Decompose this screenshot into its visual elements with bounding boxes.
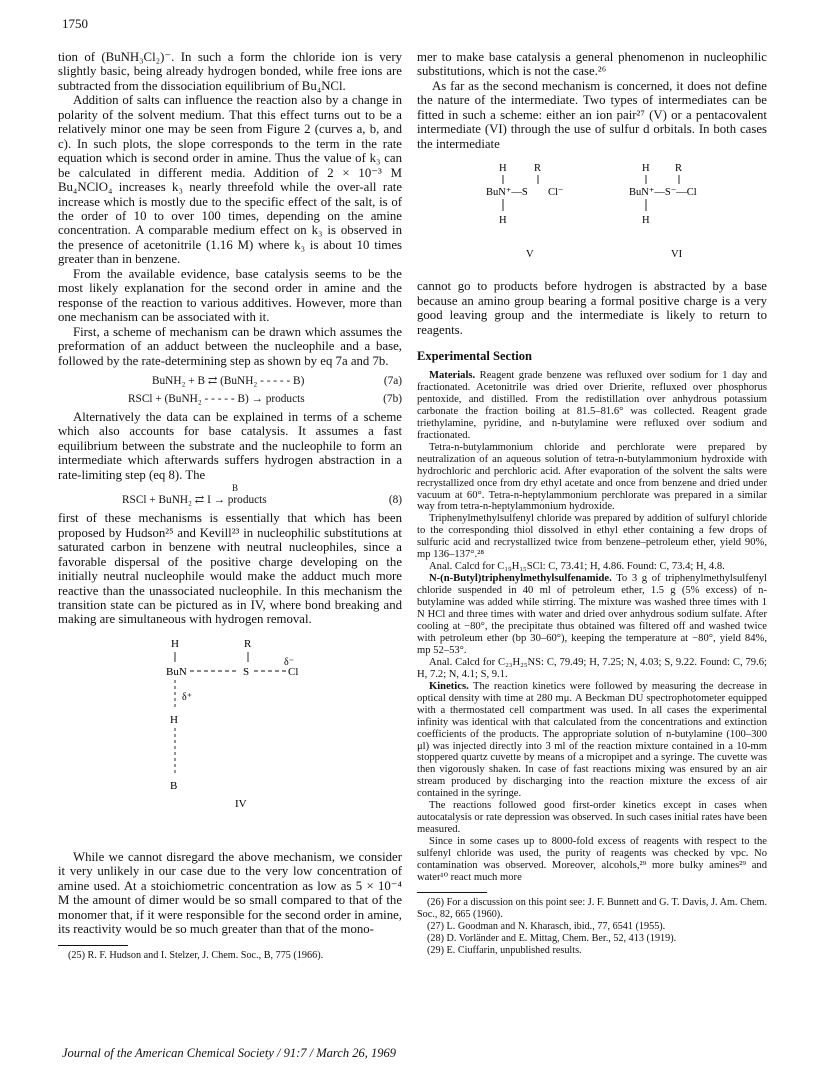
footnote-26: (26) For a discussion on this point see: J. F. Bunnett and G. T. Davis, J. Am. Chem. Soc., 82, 665 (1960). xyxy=(417,896,767,920)
atom-h-top: H xyxy=(642,163,650,175)
equation-label: (7b) xyxy=(383,392,402,405)
structures-v-vi xyxy=(417,159,767,269)
structure-iv xyxy=(58,635,402,840)
atom-b: B xyxy=(170,779,178,792)
paragraph-text: The reaction kinetics were followed by measuring the decrease in optical density with time at 280 mμ. A Beckman DU spectrophotometer equipped with a thermostated cell compartment was used. In all cases the experimental infinity was identical with that calculated from the concentrations and extinction coefficients of the products. The appropriate solution of n-butylamine (100–300 μl) was injected directly into 3 ml of the reaction mixture contained in a 10-mm stoppered quartz cuvette by means of a micropipet and a syringe. The cuvette was then vigorously shaken. In case of fast reactions mixing was ensured by an air stream produced by discharging into the reaction mixture the excess of air contained in the syringe. xyxy=(417,680,767,800)
paragraph: Tetra-n-butylammonium chloride and perchlorate were prepared by neutralization of an aqueous solution of tetra-n-butylammonium hydroxide with hydrochloric and perchloric acid. After evaporation of the solvent the salts were recrystallized once from dry ethyl acetate and once from benzene and dried under vacuum at 60°. Tetra-n-heptylammonium perchlorate was prepared in a similar way from tetra-n-heptylammonium hydroxide. xyxy=(417,441,767,513)
atom-group: BuN⁺—S xyxy=(486,187,528,199)
paragraph: mer to make base catalysis a general phenomenon in nucleophilic substitutions, which is not the case.²⁶ xyxy=(417,50,767,79)
run-in-heading: Materials. xyxy=(429,369,476,381)
paragraph-text: To 3 g of triphenylmethylsulfenyl chloride suspended in 40 ml of petroleum ether, 1.5 g (5% excess) of n-butylamine was added while stirring. The mixture was washed three times with 1 N HCl and three times with water and dried over anhydrous sodium sulfate. After cooling at −80°, the precipitate thus obtained was filtered off and washed twice with petroleum ether (bp 30–60°), keeping the temperature at −80°, yield 84%, mp 52–53°. xyxy=(417,573,767,656)
atom-h-bottom: H xyxy=(499,215,507,227)
structure-label: V xyxy=(526,249,534,261)
section-heading: Experimental Section xyxy=(417,348,532,363)
equation-8 xyxy=(58,484,402,506)
atom-h-top: H xyxy=(171,637,179,650)
atom-cl: Cl xyxy=(288,665,299,678)
footnote-29: (29) E. Ciuffarin, unpublished results. xyxy=(427,944,582,956)
atom-h-bottom: H xyxy=(642,215,650,227)
atom-group: BuN⁺—S⁻—Cl xyxy=(629,187,697,199)
atom-h-top: H xyxy=(499,163,507,175)
equation-text xyxy=(122,484,267,506)
paragraph: Since in some cases up to 8000-fold excess of reagents with respect to the sulfenyl chloride was used, the purity of reagents was checked by vpc. No contamination was observed. Moreover, alcohols,²⁹ more bulky amines²⁹ and water¹⁰ react much more xyxy=(417,836,767,884)
sulfenamide-paragraph xyxy=(417,573,767,657)
left-column xyxy=(58,50,402,962)
paragraph: Addition of salts can influence the reaction also by a change in polarity of the solvent medium. That this effect turns out to be a relatively minor one may be seen from Figure 2 (curves a, b, and c). In such plots, the slope corresponds to the term in the rate equation which is second order in amine. Thus the value of k₃ can be calculated in different media. Addition of 2 × 10⁻³ M Bu₄NClO₄ increases k₃ nearly threefold while the over-all rate increase which is mostly due to the specific effect of the salt, is of the order of 10 to over 100 times, depending on the amine concentration. A comparable medium effect on k₃ is observed in the presence of acetonitrile (1.16 M) where k₃ is about 10 times greater than in benzene. xyxy=(58,93,402,267)
atom-h-bottom: H xyxy=(170,713,178,726)
equation-over-label: B xyxy=(231,483,238,494)
paragraph: While we cannot disregard the above mechanism, we consider it very unlikely in our case due to the very low concentration of amine used. At a stoichiometric concentration as low as 5 × 10⁻⁴ M the amount of dimer would be so small compared to that of the monomer that, if it were responsible for the second order in amine, its reactivity would be so much greater than that of the mono- xyxy=(58,849,402,937)
delta-plus: δ⁺ xyxy=(182,691,192,703)
page-number: 1750 xyxy=(62,16,88,31)
paragraph: Alternatively the data can be explained in terms of a scheme which also accounts for base catalysis. It assumes a fast equilibrium between the substrate and the nucleophile to form an intermediate which afterwards suffers hydrogen abstraction in a rate-limiting step (eq 8). The xyxy=(58,409,402,482)
paragraph: From the available evidence, base catalysis seems to be the most likely explanation for the second order in amine and the response of the reaction to various additives. However, more than one mechanism can be associated with it. xyxy=(58,266,402,325)
paragraph: As far as the second mechanism is concerned, it does not define the nature of the intermediate. Two types of intermediates can be fitted in such a scheme: either an ion pair²⁷ (V) or a pentacovalent intermediate (VI) through the use of sulfur d orbitals. In both cases the intermediate xyxy=(417,78,767,151)
footnote-28: (28) D. Vorländer and E. Mittag, Chem. Ber., 52, 413 (1919). xyxy=(427,932,677,944)
paragraph: cannot go to products before hydrogen is abstracted by a base because an amino group bearing a formal positive charge is a very good leaving group and the intermediate is likely to return to reagents. xyxy=(417,279,767,337)
equation-text: RSCl + (BuNH₂ - - - - - B) → products xyxy=(128,392,305,405)
journal-footer: Journal of the American Chemical Society / 91:7 / March 26, 1969 xyxy=(62,1046,396,1060)
structure-label: IV xyxy=(235,797,247,810)
analysis: Anal. Calcd for C₂₃H₂₅NS: C, 79.49; H, 7.25; N, 4.03; S, 9.22. Found: C, 79.6; H, 7.2; N, 4.1; S, 9.1. xyxy=(417,656,767,680)
atom-r: R xyxy=(244,637,252,650)
atom-bun: BuN xyxy=(166,665,187,678)
equation-7b xyxy=(58,393,402,405)
chloride-ion: Cl⁻ xyxy=(548,187,564,199)
footnote-27: (27) L. Goodman and N. Kharasch, ibid., 77, 6541 (1955). xyxy=(427,920,666,932)
footnote-rule xyxy=(58,945,128,946)
equation-label: (7a) xyxy=(383,374,402,387)
equation-text: BuNH₂ + B ⇄ (BuNH₂ - - - - - B) xyxy=(152,374,305,387)
run-in-heading: Kinetics. xyxy=(429,680,469,692)
structure-label: VI xyxy=(671,249,683,261)
paragraph-text: Reagent grade benzene was refluxed over sodium for 1 day and fractionated. Acetonitrile was dried over Drierite, refluxed over phosphorus pentoxide, and distilled. From the redistillation over anhydrous potassium carbonate the fraction boiling at 81.5–81.6° was collected. Reagent grade triethylamine, pyridine, and n-butylamine were refluxed over sodium and fractionated. xyxy=(417,369,768,441)
equation-label: (8) xyxy=(388,494,402,507)
paragraph: tion of (BuNH₃Cl₂)⁻. In such a form the chloride ion is very slightly basic, being already hydrogen bonded, while free ions are subtracted from the dissociation equilibrium of Bu₄NCl. xyxy=(58,50,402,93)
kinetics-paragraph xyxy=(417,681,767,801)
equation-main: RSCl + BuNH₂ ⇄ I → products xyxy=(122,494,267,507)
paragraph: first of these mechanisms is essentially that which has been proposed by Hudson²⁵ and Kevill²³ in nucleophilic substitutions at saturated carbon in benzene with neutral nucleophiles, since a favorable dispersal of the positive charge developing on the initially neutral nucleophile would make the adduct much more reactive than the unassociated nucleophile. In this mechanism the transition state can be pictured as in IV, where bond breaking and making are simultaneous with hydrogen removal. xyxy=(58,511,402,627)
paragraph: Triphenylmethylsulfenyl chloride was prepared by addition of sulfuryl chloride to the corresponding thiol dissolved in ethyl ether containing a few drops of sulfuric acid and recrystallized twice from benzene–petroleum ether, yield 90%, mp 136–137°.²⁸ xyxy=(417,513,767,561)
paragraph: The reactions followed good first-order kinetics except in cases when autocatalysis or rate depression was observed. In such cases initial rates have been measured. xyxy=(417,800,767,836)
equation-7a xyxy=(58,374,402,387)
paragraph: First, a scheme of mechanism can be drawn which assumes the preformation of an adduct between the nucleophile and a base, followed by the rate-determining step as shown by eq 7a and 7b. xyxy=(58,324,402,368)
atom-r: R xyxy=(675,163,683,175)
footnote-25: (25) R. F. Hudson and I. Stelzer, J. Chem. Soc., B, 775 (1966). xyxy=(68,949,324,961)
delta-minus: δ⁻ xyxy=(284,656,294,668)
atom-r: R xyxy=(534,163,542,175)
analysis: Anal. Calcd for C₁₉H₁₅SCl: C, 73.41; H, 4.86. Found: C, 73.4; H, 4.8. xyxy=(429,561,725,573)
materials-paragraph xyxy=(417,370,767,442)
right-column xyxy=(417,50,767,957)
atom-s: S xyxy=(243,665,250,678)
run-in-heading: N-(n-Butyl)triphenylmethylsulfenamide. xyxy=(429,573,612,585)
footnote-rule xyxy=(417,892,487,893)
